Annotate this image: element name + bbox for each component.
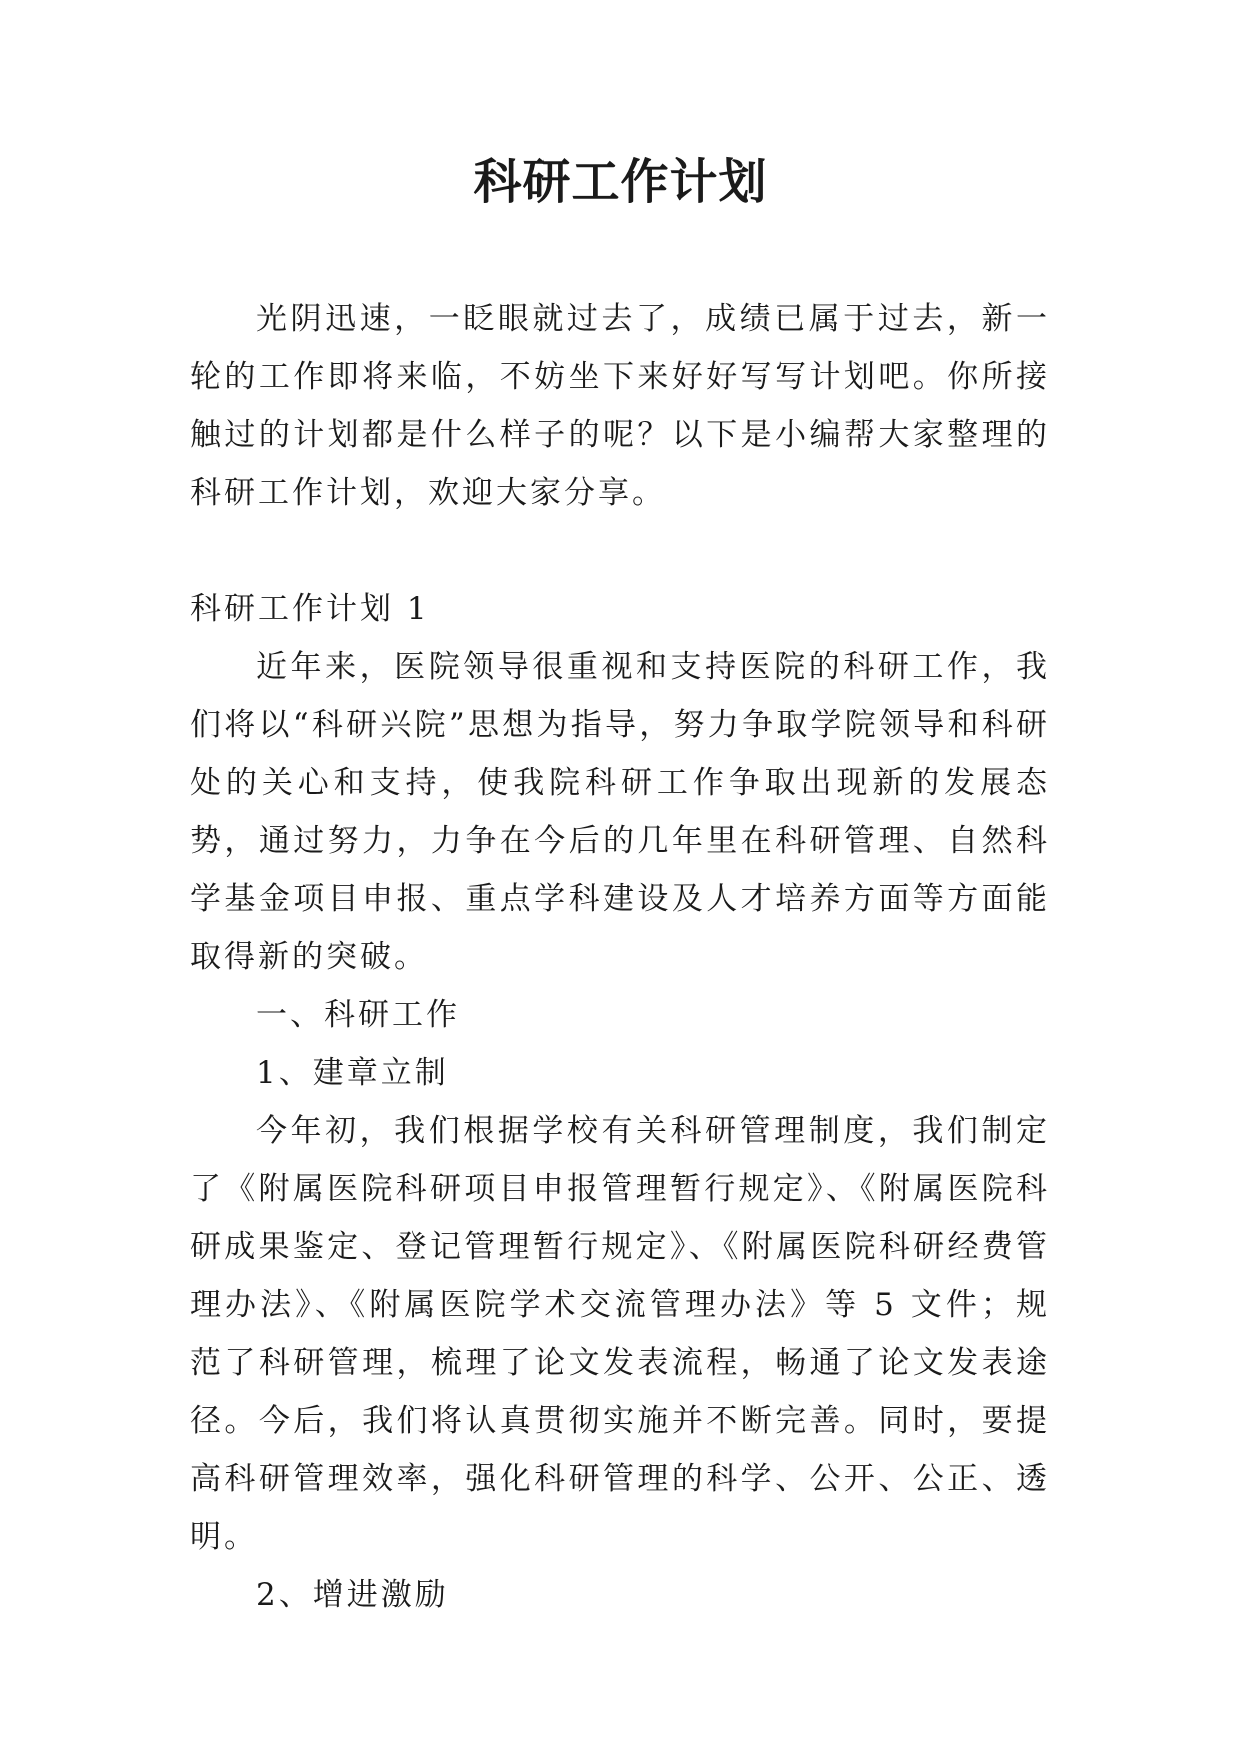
section-heading: 科研工作计划 1 [190, 591, 430, 627]
heading-research-work: 一、科研工作 [256, 997, 460, 1033]
paragraph-intro: 近年来，医院领导很重视和支持医院的科研工作，我们将以“科研兴院”思想为指导，努力争取学院领导和科研处的关心和支持，使我院科研工作争取出现新的发展态势，通过努力，力争在今后的几年里在科研管理、自然科学基金项目申报、重点学科建设及人才培养方面等方面能取得新的突破。 [190, 649, 1050, 975]
paragraph-rules: 今年初，我们根据学校有关科研管理制度，我们制定了《附属医院科研项目申报管理暂行规定》、《附属医院科研成果鉴定、登记管理暂行规定》、《附属医院科研经费管理办法》、《附属医院学术交流管理办法》等 5 文件；规范了科研管理，梳理了论文发表流程，畅通了论文发表途径。今后，我们将认真贯彻实施并不断完善。同时，要提高科研管理效率，强化科研管理的科学、公开、公正、透明。 [190, 1113, 1050, 1555]
heading-rules: 1、建章立制 [256, 1055, 449, 1091]
document-title: 科研工作计划 [473, 154, 768, 210]
intro-paragraph: 光阴迅速，一眨眼就过去了，成绩已属于过去，新一轮的工作即将来临，不妨坐下来好好写写计划吧。你所接触过的计划都是什么样子的呢？以下是小编帮大家整理的科研工作计划，欢迎大家分享。 [190, 301, 1050, 511]
heading-incentives: 2、增进激励 [256, 1577, 449, 1613]
intro-block [190, 290, 1050, 522]
section-1 [190, 580, 1050, 1624]
